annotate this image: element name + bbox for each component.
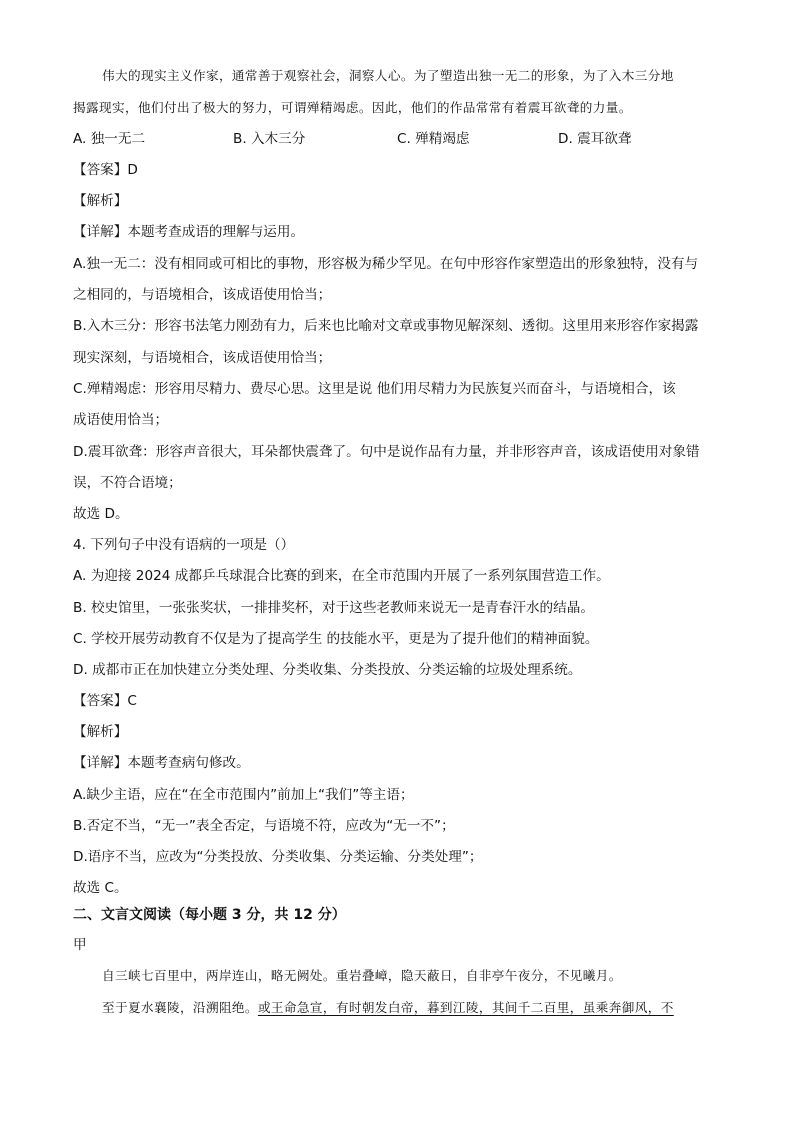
explain-q4-a: A.缺少主语，应在“在全市范围内”前加上“我们”等主语； [73,787,414,803]
underlined-sentence: 或王命急宣，有时朝发白帝，暮到江陵，其间千二百里，虽乘奔御风，不 [257,1000,674,1015]
classical-text-line-2-start: 至于夏水襄陵，沿溯阻绝。 [102,1000,258,1015]
explain-b-line-2: 现实深刻，与语境相合，该成语使用恰当； [73,350,332,366]
question-4-option-b: B. 校史馆里，一张张奖状，一排排奖杯，对于这些老教师来说无一是青春汗水的结晶。 [73,600,594,616]
classical-text-line-1: 自三峡七百里中，两岸连山，略无阙处。重岩叠嶂，隐天蔽日，自非亭午夜分，不见曦月。 [102,968,622,983]
passage-line-2: 揭露现实，他们付出了极大的努力，可谓殚精竭虑。因此，他们的作品常常有着震耳欲聋的力量。 [73,100,632,115]
section-heading: 二、文言文阅读（每小题 3 分，共 12 分） [73,907,346,923]
explain-c-line-1: C.殚精竭虑：形容用尽精力、费尽心思。这里是说 他们用尽精力为民族复兴而奋斗，与语境相合，该 [73,381,676,397]
explain-d-line-1: D.震耳欲聋：形容声音很大，耳朵都快震聋了。句中是说作品有力量，并非形容声音，该成语使用对象错 [73,444,700,460]
option-c: C. 殚精竭虑 [397,131,470,147]
passage-line-1: 伟大的现实主义作家，通常善于观察社会，洞察人心。为了塑造出独一无二的形象，为了入木三分地 [102,68,674,83]
answer-q4: 【答案】C [73,693,137,709]
option-d: D. 震耳欲聋 [558,131,632,147]
explain-a-line-2: 之相同的，与语境相合，该成语使用恰当； [73,287,332,303]
explain-d-line-2: 误，不符合语境； [73,475,182,491]
section-label-jia: 甲 [73,937,87,953]
detail-q3: 【详解】本题考查成语的理解与运用。 [73,224,305,240]
classical-text-line-2 [102,998,674,1018]
question-4-option-c: C. 学校开展劳动教育不仅是为了提高学生 的技能水平，更是为了提升他们的精神面貌。 [73,631,599,647]
explain-q4-b: B.否定不当，“无一”表全否定，与语境不符，应改为“无一不”； [73,818,455,834]
explain-b-line-1: B.入木三分：形容书法笔力刚劲有力，后来也比喻对文章或事物见解深刻、透彻。这里用来形容作家揭露 [73,318,699,334]
conclusion-q4: 故选 C。 [73,880,128,896]
question-4-stem: 4. 下列句子中没有语病的一项是（） [73,537,295,553]
option-b: B. 入木三分 [233,131,306,147]
question-4-option-d: D. 成都市正在加快建立分类处理、分类收集、分类投放、分类运输的垃圾处理系统。 [73,662,582,678]
explain-q4-d: D.语序不当，应改为“分类投放、分类收集、分类运输、分类处理”； [73,849,483,865]
explain-c-line-2: 成语使用恰当； [73,412,169,428]
analysis-label-q4: 【解析】 [73,724,128,740]
answer-q3: 【答案】D [73,162,138,178]
analysis-label-q3: 【解析】 [73,193,128,209]
option-a: A. 独一无二 [73,131,146,147]
explain-a-line-1: A.独一无二：没有相同或可相比的事物，形容极为稀少罕见。在句中形容作家塑造出的形象独特，没有与 [73,256,699,272]
conclusion-q3: 故选 D。 [73,506,129,522]
question-4-option-a: A. 为迎接 2024 成都乒乓球混合比赛的到来，在全市范围内开展了一系列氛围营造工作。 [73,568,610,584]
detail-q4: 【详解】本题考查病句修改。 [73,755,250,771]
